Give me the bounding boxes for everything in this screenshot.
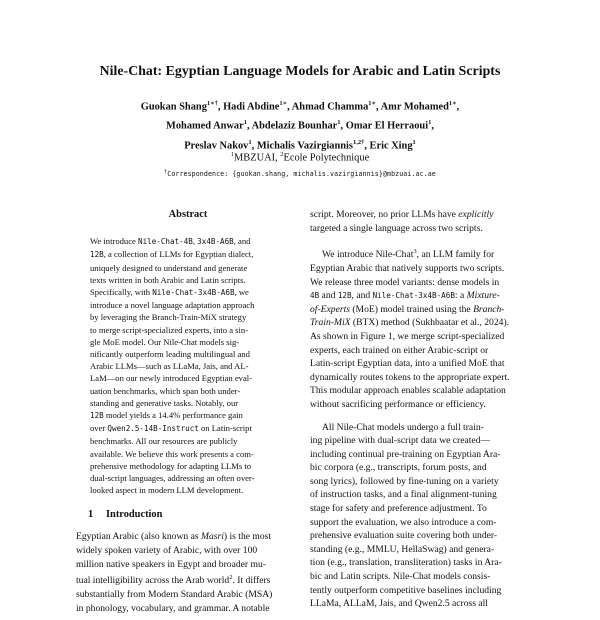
text-run: : a [454,290,467,302]
text-run: We introduce Nile-Chat [322,249,414,261]
body-line [310,222,524,236]
author-name: Preslav Nakov [184,140,249,152]
code-run: 12B [90,250,104,260]
introduction-line [76,602,298,616]
author-line-3: Preslav Nakov$^1$, Michalis Vazirgiannis$^{1,2\dagger}$, Eric Xing$^1$ [184,138,416,152]
author-name: Guokan Shang [140,101,207,113]
author-sup: 1∗† [206,100,218,107]
abstract-line [90,286,286,299]
text-run: uation benchmarks, which span both under- [90,385,241,396]
text-run: standing and generative tasks. Notably, our [90,397,239,408]
text-run: prehensive methodology for adapting LLMs to [90,460,252,471]
text-run: This modular approach enables scalable adaptation [310,385,506,397]
text-run: prehensive evaluation suite covering both under- [310,530,498,542]
text-run: without sacrificing performance or efficiency. [310,398,486,410]
author-sup: 1,2† [352,138,365,146]
italic-run: Mixture- [466,290,500,302]
abstract-line [90,372,286,384]
text-run: script. Moreover, no prior LLMs have [310,209,459,220]
abstract-line [90,299,286,311]
text-run: texts written in both Arabic and Latin scripts. [90,274,246,285]
abstract-line [90,484,286,496]
text-run: targeted a single language across two scripts. [310,222,483,234]
italic-run: explicitly [458,209,494,220]
text-run: LaM—on our newly introduced Egyptian eval- [90,373,253,384]
body-line [310,398,524,412]
affiliation-inst: Ecole Polytechnique [283,152,370,164]
text-run: , an LLM family for [416,249,495,261]
text-run: benchmarks. All our resources are publicly [90,436,238,447]
introduction-line [76,571,298,588]
abstract-line [90,311,286,323]
abstract-line [90,460,286,472]
text-run: million native speakers in Egypt and broader mu- [76,558,266,570]
left-column [76,208,288,615]
text-run: uniquely designed to understand and generate [90,262,248,273]
author-name: Ahmad Chamma [291,101,369,113]
text-run: We release three model variants: dense models in [310,276,500,288]
body-line [310,276,524,290]
correspondence [0,169,600,178]
body-line [310,208,524,222]
text-run: All Nile-Chat models undergo a full train- [322,421,484,433]
text-run: substantially from Modern Standard Arabic (MSA) [76,589,273,601]
text-run: by leveraging the Branch-Train-MiX strategy [90,312,247,323]
abstract-line [90,422,286,435]
text-run: tual intelligibility across the Arab world [76,575,230,587]
text-run: nificantly outperform leading multilingual and [90,348,250,359]
text-run: , and [351,290,373,302]
body-line [310,556,524,570]
introduction-line [76,530,298,544]
section-number: 1 [88,509,94,521]
text-run: ing pipeline with dual-script data we created— [310,435,491,447]
author-line-2: Mohamed Anwar$^1$, Abdelaziz Bounhar$^1$, Omar El Herraoui$^1$, [166,119,434,132]
code-run: 3x4B-A6B [197,237,234,247]
text-run: model yields a 14.4% performance gain [103,409,243,420]
author-sup: 1 [337,119,341,127]
body-line [310,303,524,317]
abstract-line [90,235,286,248]
text-run: stage for safety and preference adjustment. To [310,503,487,515]
italic-run: Train-MiX [310,317,351,329]
text-run: dual-script languages, addressing an often over- [90,472,255,483]
body-line [310,330,524,344]
body-paragraph [310,245,524,411]
author-name: Amr Mohamed [380,101,449,113]
body-line [310,584,524,598]
body-line [310,245,524,262]
text-run: support the evaluation, we also introduce a com- [310,516,497,528]
abstract-line [90,274,286,286]
text-run: (BTX) method (Sukhbaatar et al., 2024). [350,317,510,329]
body-line [310,488,524,502]
text-run: . It differs [232,575,271,587]
text-run: Latin-script Egyptian data, into a unified MoE that [310,358,505,370]
author-sup: 1 [243,119,247,127]
text-run: , we [234,286,249,297]
text-run: over [90,423,108,434]
text-run: Egyptian Arabic (also known as [76,531,201,543]
body-line [310,597,524,611]
footnote-marker: 2 [229,574,233,582]
author-name: Michalis Vazirgiannis [256,140,353,152]
text-run: bic corpora (e.g., transcripts, forum posts, and [310,462,487,474]
author-sup: 1 [248,138,252,146]
text-run: ) is the most [223,531,272,543]
abstract-line [90,435,286,447]
text-run: looked aspect in modern LLM development. [90,485,244,496]
abstract-heading: Abstract [168,209,208,220]
affiliation-inst: MBZUAI, [234,152,281,164]
text-run: Arabic LLMs—such as LLaMa, Jais, and AL- [90,361,249,372]
abstract-line [90,385,286,397]
body-line [310,384,524,398]
author-name: Eric Xing [369,140,413,152]
paper-title: Nile-Chat: Egyptian Language Models for Arabic and Latin Scripts [99,63,501,78]
code-run: Nile-Chat-3x4B-A6B [372,291,455,301]
author-sup: 1∗ [279,100,288,107]
italic-run: of-Experts [310,303,350,315]
body-paragraph [310,421,524,611]
author-sup: 1 [428,119,432,127]
section-heading-introduction [88,508,288,521]
text-run: LLaMa, ALLaM, Jais, and Qwen2.5 across all [310,598,488,610]
code-run: Qwen2.5-14B-Instruct [107,424,199,434]
body-line [310,262,524,276]
abstract-line [90,336,286,348]
abstract-body [88,235,288,496]
text-run: on Latin-script [198,423,252,434]
author-sup: 1∗ [448,100,457,107]
affiliations [0,151,600,163]
author-name: Hadi Abdine [223,101,280,113]
correspondence-sup: † [164,169,168,175]
body-line [310,570,524,584]
body-line [310,475,524,489]
body-line [310,543,524,557]
body-line [310,421,524,435]
abstract-line [90,360,286,372]
text-run: standing (e.g., MMLU, HellaSwag) and genera- [310,543,495,555]
body-line [310,461,524,475]
text-run: tently outperform competitive baselines including [310,584,502,596]
body-line [310,344,524,358]
introduction-line [76,544,298,558]
abstract-line [90,397,286,409]
body-line [310,289,524,303]
abstract-line [90,409,286,422]
abstract-line [90,262,286,274]
text-run: (MoE) model trained using the [349,303,474,315]
affiliation-sup: 1 [230,151,235,158]
italic-run: Masri [200,531,224,543]
text-run: to merge script-specialized experts, into a sin- [90,324,249,335]
text-run: Egyptian Arabic that natively supports two scripts. [310,262,505,274]
text-run: song lyrics), followed by fine-tuning on a variety [310,475,499,487]
body-line [310,434,524,448]
author-line-1: Guokan Shang$^{1∗\dagger}$, Hadi Abdine$^{1∗}$, Ahmad Chamma$^{1∗}$, Amr Mohamed$^{1∗}$, [140,100,460,113]
footnote-marker: 3 [413,248,417,256]
author-name: Mohamed Anwar [166,120,244,132]
italic-run: Branch- [473,303,505,315]
body-line [310,516,524,530]
text-run: We introduce [90,236,138,247]
author-name: Omar El Herraoui [345,120,429,132]
code-run: Nile-Chat-3x4B-A6B [152,287,235,297]
text-run: widely spoken variety of Arabic, with over 100 [76,545,258,557]
body-line [310,357,524,371]
right-column [310,208,524,620]
text-run: dynamically routes tokens to the appropriate expert. [310,371,510,383]
text-run: , a collection of LLMs for Egyptian dialect, [103,249,254,260]
abstract-line [90,248,286,261]
introduction-line [76,558,298,572]
text-run: and [319,290,338,302]
text-run: Specifically, with [90,286,153,297]
section-title: Introduction [106,509,163,521]
code-run: 12B [90,410,104,420]
text-run: in phonology, vocabulary, and grammar. A notable [76,602,270,614]
affiliation-sup: 2 [280,151,284,158]
text-run: As shown in Figure 1, we merge script-specialized [310,330,505,342]
body-paragraph [310,208,524,235]
abstract-line [90,324,286,336]
text-run: experts, each trained on either Arabic-script or [310,344,489,356]
abstract-line [90,348,286,360]
text-run: including continual pre-training on Egyptian Ara- [310,448,501,460]
abstract-line [90,448,286,460]
text-run: of instruction tasks, and a final alignment-tuning [310,489,497,501]
text-run: gle MoE model. Our Nile-Chat models sig- [90,336,240,347]
correspondence-text: Correspondence: {guokan.shang, michalis.vazirgiannis}@mbzuai.ac.ae [167,170,436,179]
text-run: bic and Latin scripts. Nile-Chat models consis- [310,571,491,583]
text-run: , and [233,236,251,247]
body-line [310,448,524,462]
body-line [310,502,524,516]
text-run: , [192,236,198,247]
body-line [310,316,524,330]
body-line [310,371,524,385]
abstract-line [90,472,286,484]
body-line [310,529,524,543]
author-list [70,96,530,154]
author-sup: 1 [412,138,416,146]
author-sup: 1∗ [368,100,377,107]
code-run: Nile-Chat-4B [138,237,193,247]
code-run: 4B [310,291,320,301]
text-run: tion (e.g., translation, transliteration) tasks in Ara- [310,557,502,569]
text-run: introduce a novel language adaptation approach [90,300,255,311]
author-name: Abdelaziz Bounhar [251,120,338,132]
code-run: 12B [337,291,352,301]
text-run: available. We believe this work presents a com- [90,448,254,459]
introduction-body [76,530,298,615]
